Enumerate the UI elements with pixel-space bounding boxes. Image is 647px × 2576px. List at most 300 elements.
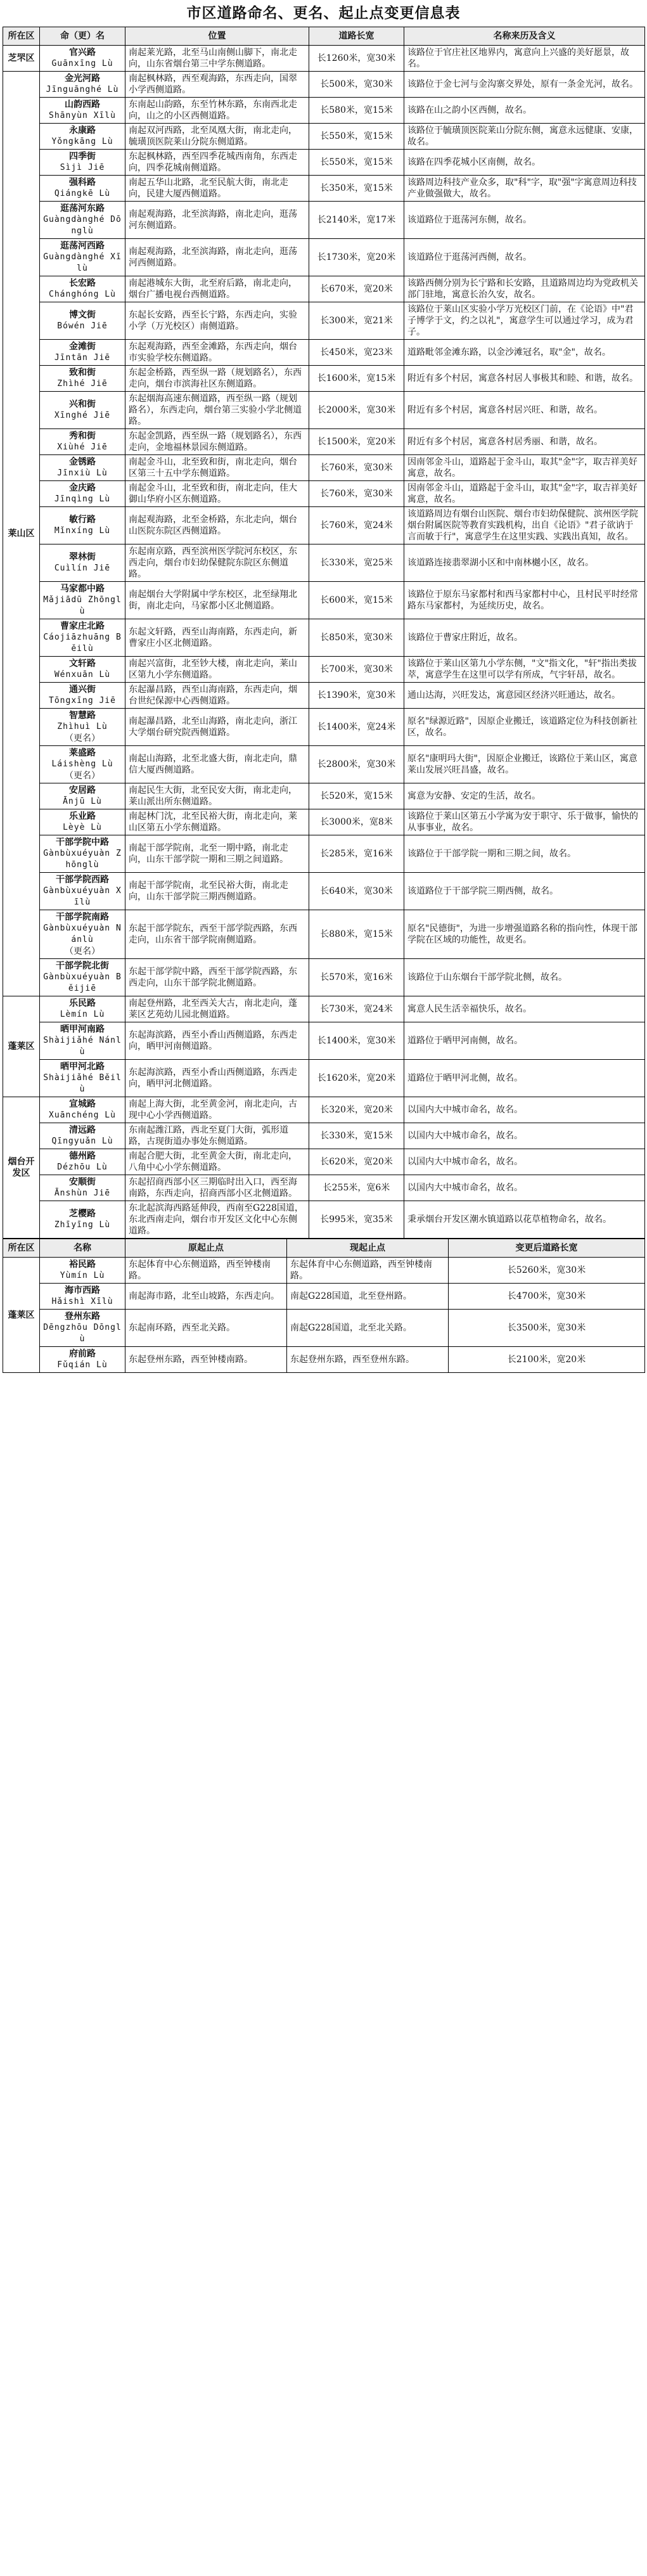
road-name: 强科路 xyxy=(69,177,96,188)
meaning-cell: 该路位于山东烟台干部学院北侧，故名。 xyxy=(404,959,645,996)
road-name: 芝樱路 xyxy=(69,1209,96,1219)
position-cell: 南起金斗山，北至致和街，南北走向，烟台区第三十五中学东侧道路。 xyxy=(125,455,309,481)
length-width-cell: 长600米，宽15米 xyxy=(309,582,404,619)
road-name-cell xyxy=(40,98,125,124)
road-pinyin: Jīnxiù Lù xyxy=(57,468,108,478)
road-name: 逛荡河东路 xyxy=(60,203,105,214)
road-name-cell xyxy=(40,1022,125,1060)
table-row xyxy=(3,176,645,202)
table-row xyxy=(3,709,645,746)
length-width-cell: 长1730米，宽20米 xyxy=(309,239,404,276)
meaning-cell: 该道路周边有烟台山医院、烟台市妇幼保健院、滨州医学院烟台附属医院等教育实践机构，出自《论语》"君子欲讷于言而敏于行"，寓意学生在这里实践、实践出真知，故名。 xyxy=(404,507,645,544)
header-new-length-width: 变更后道路长宽 xyxy=(449,1239,645,1258)
length-width-cell: 长285米，宽16米 xyxy=(309,835,404,873)
meaning-cell: 原名"绿源近路"，因原企业搬迁，该道路定位为科技创新社区，故名。 xyxy=(404,709,645,746)
road-name: 博文街 xyxy=(69,310,96,320)
length-width-cell: 长300米，宽21米 xyxy=(309,302,404,340)
district-cell: 烟台开发区 xyxy=(3,1097,40,1239)
position-cell: 东起金凯路，西至纵一路（规划路名），东西走向，金地福林景园东侧道路。 xyxy=(125,429,309,455)
header-name: 名称 xyxy=(40,1239,125,1258)
table-header-row xyxy=(3,1239,645,1258)
length-width-cell: 长700米，宽30米 xyxy=(309,657,404,683)
road-name: 干部学院中路 xyxy=(56,837,109,847)
road-pinyin: Shānyùn Xīlù xyxy=(49,111,116,120)
road-name: 干部学院西路 xyxy=(56,875,109,885)
road-name: 永康路 xyxy=(69,126,96,136)
road-name: 四季街 xyxy=(69,151,96,162)
table-row xyxy=(3,276,645,302)
road-pinyin: Qīngyuǎn Lù xyxy=(51,1137,113,1146)
road-name-cell xyxy=(40,1347,125,1373)
meaning-cell: 通山达海，兴旺发达，寓意园区经济兴旺通达，故名。 xyxy=(404,683,645,709)
position-cell: 东起干部学院中路，西至干部学院西路，东西走向，山东干部学院北侧道路。 xyxy=(125,959,309,996)
road-name-cell xyxy=(40,709,125,746)
meaning-cell: 该道路连接翡翠湖小区和中南林樾小区，故名。 xyxy=(404,544,645,582)
table-row xyxy=(3,657,645,683)
new-length-width-cell: 长2100米，宽20米 xyxy=(449,1347,645,1373)
road-pinyin: Dēngzhōu Dōnglù xyxy=(43,1323,122,1344)
road-name: 晒甲河北路 xyxy=(60,1062,105,1072)
length-width-cell: 长730米，宽24米 xyxy=(309,996,404,1022)
meaning-cell: 该路位于毓璜顶医院莱山分院东侧，寓意永远健康、安康，故名。 xyxy=(404,124,645,150)
length-width-cell: 长1390米，宽30米 xyxy=(309,683,404,709)
length-width-cell: 长520米，宽15米 xyxy=(309,783,404,809)
length-width-cell: 长330米，宽25米 xyxy=(309,544,404,582)
road-name-cell xyxy=(40,429,125,455)
road-pinyin: Ānshùn Jiē xyxy=(54,1188,111,1198)
road-name-cell xyxy=(40,1097,125,1123)
road-name-cell xyxy=(40,1060,125,1097)
meaning-cell: 该路在四季花城小区南侧，故名。 xyxy=(404,150,645,176)
road-pinyin: Gànbùxuéyuàn Xīlù xyxy=(43,886,122,907)
length-width-cell: 长1400米，宽24米 xyxy=(309,709,404,746)
length-width-cell: 长880米，宽15米 xyxy=(309,910,404,959)
original-termini-cell: 东起登州东路，西至钟楼南路。 xyxy=(125,1347,287,1373)
position-cell: 南起烟台大学附属中学东校区，北至绿翔北街，南北走向，马家都小区北侧道路。 xyxy=(125,582,309,619)
road-name-cell xyxy=(40,340,125,366)
meaning-cell: 该路位于原东马家都村和西马家都村中心，且村民平时经常路东马家都村，为延续历史，故名。 xyxy=(404,582,645,619)
road-name: 乐民路 xyxy=(69,998,96,1008)
table-row xyxy=(3,1258,645,1284)
meaning-cell: 附近有多个村居，寓意各村居兴旺、和谐，故名。 xyxy=(404,392,645,429)
road-name: 晒甲河南路 xyxy=(60,1024,105,1034)
rename-note: （更名） xyxy=(65,946,100,956)
road-name: 乐业路 xyxy=(69,811,96,821)
table-row xyxy=(3,1175,645,1201)
position-cell: 东起文轩路，西至山海南路，东西走向，新曹家庄小区北侧道路。 xyxy=(125,619,309,657)
position-cell: 东起海滨路，西至小香山西侧道路，东西走向，晒甲河北侧道路。 xyxy=(125,1060,309,1097)
road-name-cell xyxy=(40,481,125,507)
table-row xyxy=(3,1022,645,1060)
meaning-cell: 该路西侧分别为长宁路和长安路，且道路周边均为党政机关部门驻地，寓意长治久安，故名。 xyxy=(404,276,645,302)
road-name: 德州路 xyxy=(69,1151,96,1161)
header-length-width: 道路长宽 xyxy=(309,27,404,46)
meaning-cell: 该路位于官庄社区地界内，寓意向上兴盛的美好愿景，故名。 xyxy=(404,46,645,72)
position-cell: 南起港城东大街，北至府后路，南北走向，烟台广播电视台西侧道路。 xyxy=(125,276,309,302)
meaning-cell: 以国内大中城市命名，故名。 xyxy=(404,1097,645,1123)
road-name-cell xyxy=(40,1258,125,1284)
rename-note: （更名） xyxy=(65,771,100,781)
road-name: 致和街 xyxy=(69,368,96,378)
new-length-width-cell: 长4700米，宽30米 xyxy=(449,1284,645,1310)
road-name-cell xyxy=(40,683,125,709)
position-cell: 东南起山韵路，东至竹林东路，东南西北走向，山之的小区西侧道路。 xyxy=(125,98,309,124)
table-row xyxy=(3,239,645,276)
road-name-cell xyxy=(40,176,125,202)
meaning-cell: 该路位于莱山区第九小学东侧，"文"指文化，"轩"指出类拔萃，寓意学生在这里可以学有所成，气宇轩昂，故名。 xyxy=(404,657,645,683)
table-row xyxy=(3,1123,645,1149)
road-pinyin: Gànbùxuéyuàn Zhōnglù xyxy=(43,849,122,870)
table-row xyxy=(3,544,645,582)
road-pinyin: Láishèng Lù xyxy=(51,759,113,769)
meaning-cell: 寓意人民生活幸福快乐，故名。 xyxy=(404,996,645,1022)
table-row xyxy=(3,340,645,366)
meaning-cell: 以国内大中城市命名，故名。 xyxy=(404,1123,645,1149)
table-row xyxy=(3,124,645,150)
terminus-change-table xyxy=(3,1239,645,1373)
position-cell: 东南起潍江路，西北至夏门大街，弧形道路，古现街道办事处东侧道路。 xyxy=(125,1123,309,1149)
road-pinyin: Lèyè Lù xyxy=(63,823,102,832)
table-row xyxy=(3,1060,645,1097)
road-name-cell xyxy=(40,46,125,72)
road-name-cell xyxy=(40,455,125,481)
header-district: 所在区 xyxy=(3,1239,40,1258)
road-name-cell xyxy=(40,873,125,910)
length-width-cell: 长620米，宽20米 xyxy=(309,1149,404,1175)
position-cell: 南起山海路，北至北盛大街，南北走向，鼎信大厦西侧道路。 xyxy=(125,746,309,783)
original-termini-cell: 东起体育中心东侧道路，西至钟楼南路。 xyxy=(125,1258,287,1284)
road-pinyin: Jīnqìng Lù xyxy=(54,494,111,504)
naming-table-body xyxy=(3,46,645,1239)
road-name: 通兴街 xyxy=(69,685,96,695)
position-cell: 南起五华山北路，北至民航大街，南北走向，民建大厦西侧道路。 xyxy=(125,176,309,202)
road-name: 安居路 xyxy=(69,785,96,795)
table-row xyxy=(3,72,645,98)
length-width-cell: 长550米，宽15米 xyxy=(309,124,404,150)
table-row xyxy=(3,683,645,709)
road-pinyin: Shàijiǎhé Nánlù xyxy=(43,1036,122,1057)
length-width-cell: 长995米，宽35米 xyxy=(309,1201,404,1239)
road-name-cell xyxy=(40,392,125,429)
length-width-cell: 长2800米，宽30米 xyxy=(309,746,404,783)
table-row xyxy=(3,959,645,996)
length-width-cell: 长3000米，宽8米 xyxy=(309,809,404,835)
length-width-cell: 长330米，宽15米 xyxy=(309,1123,404,1149)
current-termini-cell: 东起登州东路，西至登州东路。 xyxy=(287,1347,449,1373)
road-pinyin: Qiángkē Lù xyxy=(54,189,111,198)
road-pinyin: Shàijiǎhé Běilù xyxy=(43,1073,122,1094)
road-name-cell xyxy=(40,1201,125,1239)
length-width-cell: 长450米，宽23米 xyxy=(309,340,404,366)
naming-table xyxy=(3,27,645,1239)
road-name-cell xyxy=(40,239,125,276)
length-width-cell: 长760米，宽30米 xyxy=(309,455,404,481)
meaning-cell: 该路位于莱山区实验小学万光校区门前，在《论语》中"君子博学于文，约之以礼"，寓意学生可以通过学习，成为君子。 xyxy=(404,302,645,340)
position-cell: 东北起滨海西路延伸段，西南至G228国道，东北西南走向，烟台市开发区文化中心东侧道路。 xyxy=(125,1201,309,1239)
table-row xyxy=(3,1201,645,1239)
road-pinyin: Guānxīng Lù xyxy=(51,59,113,68)
length-width-cell: 长670米，宽20米 xyxy=(309,276,404,302)
length-width-cell: 长255米，宽6米 xyxy=(309,1175,404,1201)
table-row xyxy=(3,996,645,1022)
road-name: 莱盛路 xyxy=(69,748,96,758)
road-name-cell xyxy=(40,1175,125,1201)
position-cell: 南起林门沈，北至民裕大街，南北走向，莱山区第五小学东侧道路。 xyxy=(125,809,309,835)
current-termini-cell: 东起体育中心东侧道路，西至钟楼南路。 xyxy=(287,1258,449,1284)
table-row xyxy=(3,98,645,124)
position-cell: 南起干部学院南，北至一期中路，南北走向，山东干部学院一期和三期之间道路。 xyxy=(125,835,309,873)
road-name: 府前路 xyxy=(69,1349,96,1359)
table-row xyxy=(3,392,645,429)
length-width-cell: 长350米，宽15米 xyxy=(309,176,404,202)
meaning-cell: 道路位于晒甲河南侧，故名。 xyxy=(404,1022,645,1060)
position-cell: 东起金桥路，西至纵一路（规划路名），东西走向，烟台市滨海社区东侧道路。 xyxy=(125,366,309,392)
position-cell: 南起枫林路，西至观海路，东西走向，国翠小学西侧道路。 xyxy=(125,72,309,98)
road-name: 山韵西路 xyxy=(65,100,100,110)
meaning-cell: 该路位于莱山区第五小学寓为安于职守、乐于做事，愉快的从事事业，故名。 xyxy=(404,809,645,835)
position-cell: 南起民生大街，北至民安大街，南北走向，莱山派出所东侧道路。 xyxy=(125,783,309,809)
current-termini-cell: 南起G228国道，北至北关路。 xyxy=(287,1310,449,1347)
road-name-cell xyxy=(40,302,125,340)
road-name: 曹家庄北路 xyxy=(60,621,105,631)
header-district: 所在区 xyxy=(3,27,40,46)
road-name: 金光河路 xyxy=(65,74,100,84)
road-pinyin: Jīntān Jiē xyxy=(54,353,111,363)
length-width-cell: 长550米，宽15米 xyxy=(309,150,404,176)
position-cell: 南起观海路，北至滨海路，南北走向，逛荡河东侧道路。 xyxy=(125,202,309,239)
road-name-cell xyxy=(40,783,125,809)
length-width-cell: 长500米，宽30米 xyxy=(309,72,404,98)
road-name-cell xyxy=(40,1284,125,1310)
meaning-cell: 附近有多个村居，寓意各村居秀丽、和谐，故名。 xyxy=(404,429,645,455)
position-cell: 南起兴富街，北至钞大楼，南北走向，莱山区第九小学东侧道路。 xyxy=(125,657,309,683)
road-name: 裕民路 xyxy=(69,1259,96,1270)
road-name-cell xyxy=(40,1123,125,1149)
table-row xyxy=(3,150,645,176)
position-cell: 南起合肥大街，北至黄金大街，南北走向，八角中心小学东侧道路。 xyxy=(125,1149,309,1175)
table-row xyxy=(3,481,645,507)
road-name: 清远路 xyxy=(69,1125,96,1135)
meaning-cell: 该路位于曹家庄附近，故名。 xyxy=(404,619,645,657)
road-pinyin: Chánghóng Lù xyxy=(49,290,116,299)
meaning-cell: 寓意为安静、安定的生活，故名。 xyxy=(404,783,645,809)
length-width-cell: 长760米，宽24米 xyxy=(309,507,404,544)
length-width-cell: 长570米，宽16米 xyxy=(309,959,404,996)
meaning-cell: 该道路位于干部学院三期西侧，故名。 xyxy=(404,873,645,910)
meaning-cell: 该路在山之韵小区西侧，故名。 xyxy=(404,98,645,124)
length-width-cell: 长580米，宽15米 xyxy=(309,98,404,124)
district-cell: 芝罘区 xyxy=(3,46,40,72)
position-cell: 东起枫林路，西至四季花城西南角，东西走向，四季花城南侧道路。 xyxy=(125,150,309,176)
road-name: 干部学院南路 xyxy=(56,912,109,922)
road-name-cell xyxy=(40,507,125,544)
road-pinyin: Xuānchéng Lù xyxy=(49,1111,116,1120)
road-pinyin: Zhīyīng Lù xyxy=(54,1220,111,1230)
road-name-cell xyxy=(40,746,125,783)
table-row xyxy=(3,873,645,910)
road-name: 金滩街 xyxy=(69,342,96,352)
road-name: 长宏路 xyxy=(69,278,96,288)
header-name: 命（更）名 xyxy=(40,27,125,46)
position-cell: 南起干部学院南，北至民裕大街，南北走向，山东干部学院三期西侧道路。 xyxy=(125,873,309,910)
road-name-cell xyxy=(40,544,125,582)
road-pinyin: Cáojiāzhuāng Běilù xyxy=(43,633,122,654)
road-pinyin: Yùmín Lù xyxy=(60,1271,105,1280)
road-name-cell xyxy=(40,1149,125,1175)
road-name-cell xyxy=(40,366,125,392)
road-name-cell xyxy=(40,809,125,835)
header-meaning: 名称来历及含义 xyxy=(404,27,645,46)
road-name-cell xyxy=(40,150,125,176)
meaning-cell: 该路位于金七河与金沟寨交界处，原有一条金光河，故名。 xyxy=(404,72,645,98)
length-width-cell: 长1600米，宽15米 xyxy=(309,366,404,392)
road-pinyin: Gànbùxuéyuàn Nánlù xyxy=(43,924,122,944)
road-pinyin: Tōngxīng Jiē xyxy=(49,696,116,705)
meaning-cell: 该路周边科技产业众多，取"科"字，取"强"字寓意周边科技产业做强做大，故名。 xyxy=(404,176,645,202)
terminus-table-body xyxy=(3,1258,645,1373)
meaning-cell: 因南邻金斗山，道路起于金斗山，取其"金"字，取吉祥美好寓意，故名。 xyxy=(404,455,645,481)
length-width-cell: 长2000米，宽30米 xyxy=(309,392,404,429)
position-cell: 南起观海路，北至滨海路，南北走向，逛荡河西侧道路。 xyxy=(125,239,309,276)
length-width-cell: 长1620米，宽20米 xyxy=(309,1060,404,1097)
road-name: 宣城路 xyxy=(69,1099,96,1109)
road-name-cell xyxy=(40,582,125,619)
road-pinyin: Wénxuān Lù xyxy=(54,670,111,679)
road-name: 官兴路 xyxy=(69,48,96,58)
road-name: 海市西路 xyxy=(65,1285,100,1296)
table-row xyxy=(3,302,645,340)
road-pinyin: Guàngdànghé Dōnglù xyxy=(43,215,122,236)
meaning-cell: 以国内大中城市命名，故名。 xyxy=(404,1149,645,1175)
road-pinyin: Xiùhé Jiē xyxy=(57,442,108,452)
position-cell: 东起干部学院东，西至干部学院西路，东西走向，山东省干部学院南侧道路。 xyxy=(125,910,309,959)
road-pinyin: Guàngdànghé Xīlù xyxy=(43,252,122,273)
road-name: 智慧路 xyxy=(69,711,96,721)
table-row xyxy=(3,835,645,873)
road-name-cell xyxy=(40,124,125,150)
meaning-cell: 该道路位于逛荡河西侧，故名。 xyxy=(404,239,645,276)
road-pinyin: Yǒngkāng Lù xyxy=(51,137,113,146)
meaning-cell: 道路毗邻金滩东路，以金沙滩冠名，取"金"，故名。 xyxy=(404,340,645,366)
meaning-cell: 附近有多个村居，寓意各村居人事极其和睦、和谐，故名。 xyxy=(404,366,645,392)
meaning-cell: 该道路位于逛荡河东侧，故名。 xyxy=(404,202,645,239)
position-cell: 东起招商西部小区三期临时出入口，西至海南路，东西走向，招商西部小区北侧道路。 xyxy=(125,1175,309,1201)
road-pinyin: Sìjì Jiē xyxy=(60,163,105,172)
rename-note: （更名） xyxy=(65,733,100,744)
road-name: 干部学院北街 xyxy=(56,961,109,971)
length-width-cell: 长640米，宽30米 xyxy=(309,873,404,910)
road-name: 翠林街 xyxy=(69,552,96,562)
road-pinyin: Hǎishì Xīlù xyxy=(51,1297,113,1306)
table-row xyxy=(3,366,645,392)
table-row xyxy=(3,507,645,544)
table-row xyxy=(3,582,645,619)
road-name-cell xyxy=(40,835,125,873)
road-name-cell xyxy=(40,996,125,1022)
original-termini-cell: 南起海市路，北至山坡路，东西走向。 xyxy=(125,1284,287,1310)
road-pinyin: Ānjū Lù xyxy=(63,797,102,806)
position-cell: 南起莱光路，北至马山南侧山脚下，南北走向，山东省烟台第三中学东侧道路。 xyxy=(125,46,309,72)
road-name-cell xyxy=(40,72,125,98)
position-cell: 南起登州路，北至西关大古，南北走向，蓬莱区艺苑幼儿园北侧道路。 xyxy=(125,996,309,1022)
road-pinyin: Mǐnxíng Lù xyxy=(54,526,111,536)
original-termini-cell: 东起南环路，西至北关路。 xyxy=(125,1310,287,1347)
position-cell: 南起上海大街，北至黄金河，南北走向，古现中心小学西侧道路。 xyxy=(125,1097,309,1123)
road-name: 逛荡河西路 xyxy=(60,241,105,251)
length-width-cell: 长1500米，宽20米 xyxy=(309,429,404,455)
road-name: 金锈路 xyxy=(69,457,96,467)
road-name-cell xyxy=(40,202,125,239)
table-row xyxy=(3,1149,645,1175)
length-width-cell: 长320米，宽20米 xyxy=(309,1097,404,1123)
table-row xyxy=(3,1310,645,1347)
length-width-cell: 长2140米，宽17米 xyxy=(309,202,404,239)
road-pinyin: Xīnghé Jiē xyxy=(54,411,111,420)
position-cell: 东起海滨路，西至小香山西侧道路，东西走向，晒甲河南侧道路。 xyxy=(125,1022,309,1060)
table-row xyxy=(3,1284,645,1310)
length-width-cell: 长850米，宽30米 xyxy=(309,619,404,657)
position-cell: 南起观海路，北至金桥路，东北走向，烟台山医院东院区西侧道路。 xyxy=(125,507,309,544)
length-width-cell: 长1400米，宽30米 xyxy=(309,1022,404,1060)
road-pinyin: Zhìhuì Lù xyxy=(57,722,108,731)
road-pinyin: Lèmín Lù xyxy=(60,1010,105,1019)
new-length-width-cell: 长3500米，宽30米 xyxy=(449,1310,645,1347)
road-name: 马家都中路 xyxy=(60,584,105,594)
road-name: 文轩路 xyxy=(69,659,96,669)
position-cell: 东起观海路，西至金滩路，东西走向，烟台市实验学校东侧道路。 xyxy=(125,340,309,366)
header-position: 位置 xyxy=(125,27,309,46)
road-name: 兴和街 xyxy=(69,399,96,409)
table-row xyxy=(3,1097,645,1123)
current-termini-cell: 南起G228国道，北至登州路。 xyxy=(287,1284,449,1310)
road-name: 敏行路 xyxy=(69,515,96,525)
road-pinyin: Dézhōu Lù xyxy=(57,1162,108,1172)
road-pinyin: Gànbùxuéyuàn Běijiē xyxy=(43,972,122,993)
meaning-cell: 以国内大中城市命名，故名。 xyxy=(404,1175,645,1201)
road-pinyin: Bówén Jiē xyxy=(57,321,108,331)
road-name: 金庆路 xyxy=(69,483,96,493)
position-cell: 南起瀑昌路，北至山海路，南北走向，浙江大学烟台研究院西侧道路。 xyxy=(125,709,309,746)
position-cell: 东起长安路，西至长宁路，东西走向，实验小学（万光校区）南侧道路。 xyxy=(125,302,309,340)
road-name-cell xyxy=(40,1310,125,1347)
meaning-cell: 因南邻金斗山，道路起于金斗山，取其"金"字，取吉祥美好寓意，故名。 xyxy=(404,481,645,507)
road-name-cell xyxy=(40,657,125,683)
table-row xyxy=(3,783,645,809)
road-name-cell xyxy=(40,619,125,657)
road-name-cell xyxy=(40,959,125,996)
road-pinyin: Cuìlín Jiē xyxy=(54,564,111,573)
position-cell: 南起双河西路，北至凤凰大街，南北走向，毓璜顶医院莱山分院东侧道路。 xyxy=(125,124,309,150)
table-row xyxy=(3,46,645,72)
table-row xyxy=(3,1347,645,1373)
meaning-cell: 原名"康明玛大街"，因原企业搬迁，该路位于莱山区，寓意莱山发展兴旺昌盛，故名。 xyxy=(404,746,645,783)
meaning-cell: 道路位于晒甲河北侧，故名。 xyxy=(404,1060,645,1097)
page-title: 市区道路命名、更名、起止点变更信息表 xyxy=(186,4,461,22)
road-name-cell xyxy=(40,910,125,959)
road-pinyin: Jīnguānghé Lù xyxy=(46,85,119,94)
meaning-cell: 秉承烟台开发区潮水镇道路以花草植物命名，故名。 xyxy=(404,1201,645,1239)
table-row xyxy=(3,429,645,455)
road-pinyin: Fǔqián Lù xyxy=(57,1360,108,1370)
position-cell: 东起烟海高速东侧道路，西至纵一路（规划路名），东西走向，烟台第三实验小学北侧道路。 xyxy=(125,392,309,429)
header-original-termini: 原起止点 xyxy=(125,1239,287,1258)
road-name-cell xyxy=(40,276,125,302)
road-name: 登州东路 xyxy=(65,1311,100,1322)
road-pinyin: Zhìhé Jiē xyxy=(57,379,108,389)
district-cell: 莱山区 xyxy=(3,72,40,996)
table-row xyxy=(3,202,645,239)
table-row xyxy=(3,746,645,783)
